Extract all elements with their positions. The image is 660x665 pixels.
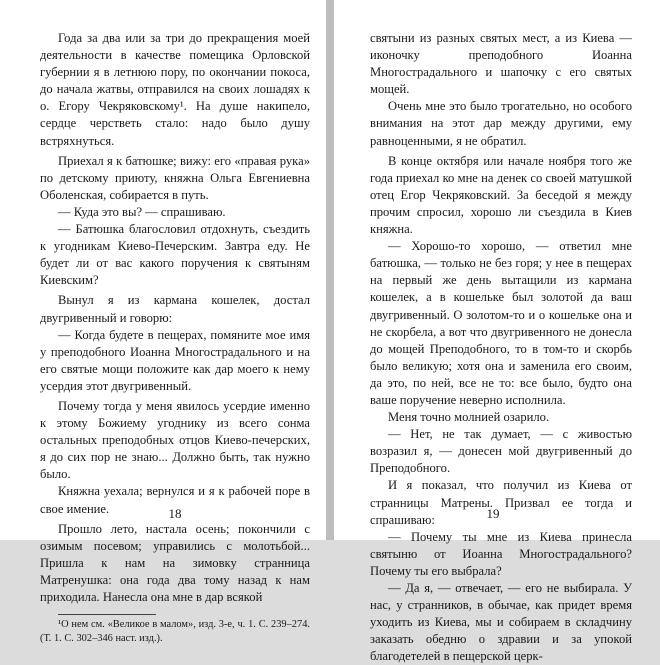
paragraph: Почему тогда у меня явилось усердие именно к этому Божиему угоднику из всего сонма остальных преподобных отцов Киево-печерских, я до сих пор не знаю... Должно быть, так нужно было. [40,398,310,482]
paragraph: Года за два или за три до прекращения моей деятельности в качестве помещика Орловской губернии я в летнюю пору, по окончании покоса, до начала жатвы, отправился на своих лошадях к о. Егору Чекряковскому¹. На душе накипело, сердце черстветь стало: надо было душу встряхнуться. [40,31,310,148]
paragraph: — Да я, — отвечает, — его не выбирала. У нас, у странников, в обычае, как придет время уходить из Киева, мы и собираем в складчину заказать обедню о здравии и за упокой благодетелей в пещерской церк- [370,581,632,664]
paragraph: Приехал я к батюшке; вижу: его «правая рука» по детскому приюту, княжна Ольга Евгениевна Оболенская, собирается в путь. [40,153,310,202]
left-page [0,0,326,645]
paragraph: И я показал, что получил из Киева от странницы Матрены. Призвал ее тогда и спрашиваю: [370,478,632,527]
footnote-divider [58,614,156,615]
paragraph: Прошло лето, настала осень; покончили с озимым посевом; управились с молотьбой... Пришла к нам на зимовку странница Матренушка: она года два тому назад к нам приходила. Нанесла она мне в дар всякой [40,521,310,604]
paragraph: святыни из разных святых мест, а из Киева — иконочку преподобного Иоанна Многострадального и шапочку с его святых мощей. [370,31,632,97]
paragraph: Вынул я из кармана кошелек, достал двугривенный и говорю: [40,293,310,325]
footnote: ¹О нем см. «Великое в малом», изд. 3-е, ч. 1. С. 239–274. (Т. 1. С. 302–346 наст. изд.). [40,619,310,645]
paragraph: — Когда будете в пещерах, помяните мое имя у преподобного Иоанна Многострадального и на его святые мощи положите как дар моего к нему усердия этот двугривенный. [40,327,310,393]
paragraph: Княжна уехала; вернулся и я к рабочей поре в свое имение. [40,484,310,516]
page-number: 18 [168,506,182,521]
paragraph: В конце октября или начале ноября того же года приехал ко мне на денек со своей матушкой отец Егор Чекряковский. За беседой я между прочим спросил, хорошо ли съездила в Киев княжна. [370,153,632,237]
paragraph: — Батюшка благословил отдохнуть, съездить к угодникам Киево-Печерским. Завтра еду. Не будет ли от вас какого поручения к святыням Киевским? [40,222,310,288]
paragraph: — Почему ты мне из Киева принесла святыню от Иоанна Многострадального? Почему ты его выбрала? [370,529,632,578]
paragraph: Меня точно молнией озарило. [388,410,550,425]
paragraph: — Нет, не так думает, — с живостью возразил я, — донесен мой двугривенный до Преподобного. [370,427,632,476]
book-gutter [326,0,334,540]
page-number: 19 [486,506,500,521]
right-page [334,0,660,664]
paragraph: — Куда это вы? — спрашиваю. [58,204,226,219]
paragraph: — Хорошо-то хорошо, — ответил мне батюшка, — только не без горя; у нее в пещерах на первый же день вытащили из кармана кошелек, а в кошельке был золотой да ваш двугривенный. О золотом-то и о кошельке она и не скорбела, а вот что двугривенного не донесла до мощей Преподобного, то в том-то и скорбь было великую; хотя она и заменила его своим, да это, по ней, все не то: все было, будто она ваше поручение неверно исполнила. [370,239,632,407]
paragraph: Очень мне это было трогательно, но особого внимания на этот дар между другими, ему равноценными, я не обратил. [370,99,632,148]
